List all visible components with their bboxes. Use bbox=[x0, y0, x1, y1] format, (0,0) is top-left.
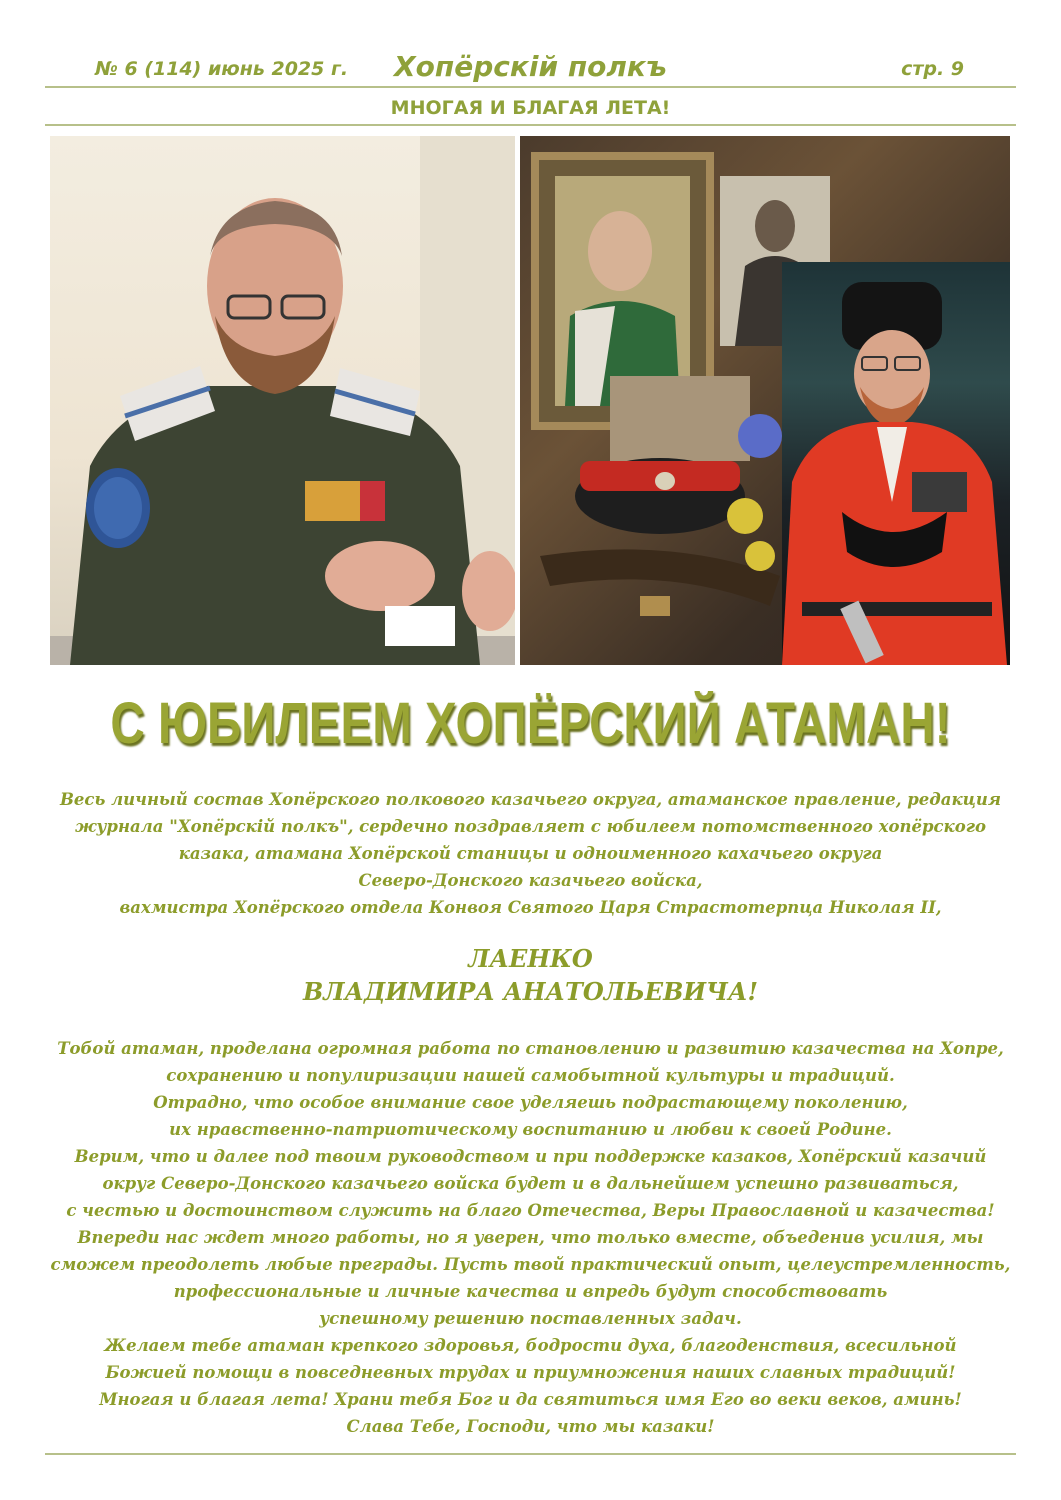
body-line: Отрадно, что особое внимание свое уделяешь подрастающему поколению, bbox=[153, 1093, 908, 1112]
body-line: профессиональные и личные качества и впредь будут способствовать bbox=[173, 1282, 888, 1301]
greeting-body bbox=[40, 1035, 1021, 1440]
body-line: округ Северо-Донского казачьего войска будет и в дальнейшем успешно развиваться, bbox=[102, 1174, 959, 1193]
intro-line: Весь личный состав Хопёрского полкового казачьего округа, атаманское правление, редакция bbox=[59, 790, 1001, 809]
body-line: с честью и достоинством служить на благо Отечества, Веры Православной и казачества! bbox=[66, 1201, 995, 1220]
honoree-surname: ЛАЕНКО bbox=[468, 944, 593, 973]
greeting-intro bbox=[40, 786, 1021, 921]
photo-ataman-uniform bbox=[50, 136, 515, 665]
body-line: Желаем тебе атаман крепкого здоровья, бодрости духа, благоденствия, всесильной bbox=[104, 1336, 957, 1355]
honoree-given-name: ВЛАДИМИРА АНАТОЛЬЕВИЧА! bbox=[302, 977, 759, 1006]
body-line: успешному решению поставленных задач. bbox=[319, 1309, 742, 1328]
body-line: Слава Тебе, Господи, что мы казаки! bbox=[346, 1417, 715, 1436]
body-line: Многая и благая лета! Храни тебя Бог и да святиться имя Его во веки веков, аминь! bbox=[99, 1390, 962, 1409]
headline: С ЮБИЛЕЕМ ХОПЁРСКИЙ АТАМАН! bbox=[110, 691, 951, 756]
body-line: Тобой атаман, проделана огромная работа по становлению и развитию казачества на Хопре, bbox=[57, 1039, 1004, 1058]
page-header bbox=[45, 50, 1016, 88]
photo-ataman-cherkeska bbox=[782, 262, 1010, 665]
publication-title: Хопёрскiй полкъ bbox=[394, 50, 667, 83]
body-line: Впереди нас ждет много работы, но я уверен, что только вместе, объеденив усилия, мы bbox=[77, 1228, 984, 1247]
page-number: стр. 9 bbox=[901, 58, 964, 80]
honoree-name bbox=[40, 942, 1021, 1008]
intro-line: Северо-Донского казачьего войска, bbox=[358, 871, 703, 890]
body-line: сохранению и популиризации нашей самобытной культуры и традиций. bbox=[166, 1066, 895, 1085]
intro-line: казака, атамана Хопёрской станицы и одноименного кахачьего округа bbox=[178, 844, 883, 863]
body-line: сможем преодолеть любые преграды. Пусть твой практический опыт, целеустремленность, bbox=[50, 1255, 1011, 1274]
section-title: МНОГАЯ И БЛАГАЯ ЛЕТА! bbox=[45, 88, 1016, 126]
body-line: их нравственно-патриотическому воспитанию и любви к своей Родине. bbox=[169, 1120, 892, 1139]
intro-line: вахмистра Хопёрского отдела Конвоя Святого Царя Страстотерпца Николая II, bbox=[119, 898, 942, 917]
intro-line: журнала "Хопёрскiй полкъ", сердечно поздравляет с юбилеем потомственного хопёрского bbox=[75, 817, 986, 836]
issue-number: № 6 (114) июнь 2025 г. bbox=[95, 58, 349, 80]
body-line: Верим, что и далее под твоим руководством и при поддержке казаков, Хопёрский казачий bbox=[74, 1147, 987, 1166]
footer-rule bbox=[45, 1453, 1016, 1455]
body-line: Божией помощи в повседневных трудах и приумножения наших славных традиций! bbox=[105, 1363, 956, 1382]
